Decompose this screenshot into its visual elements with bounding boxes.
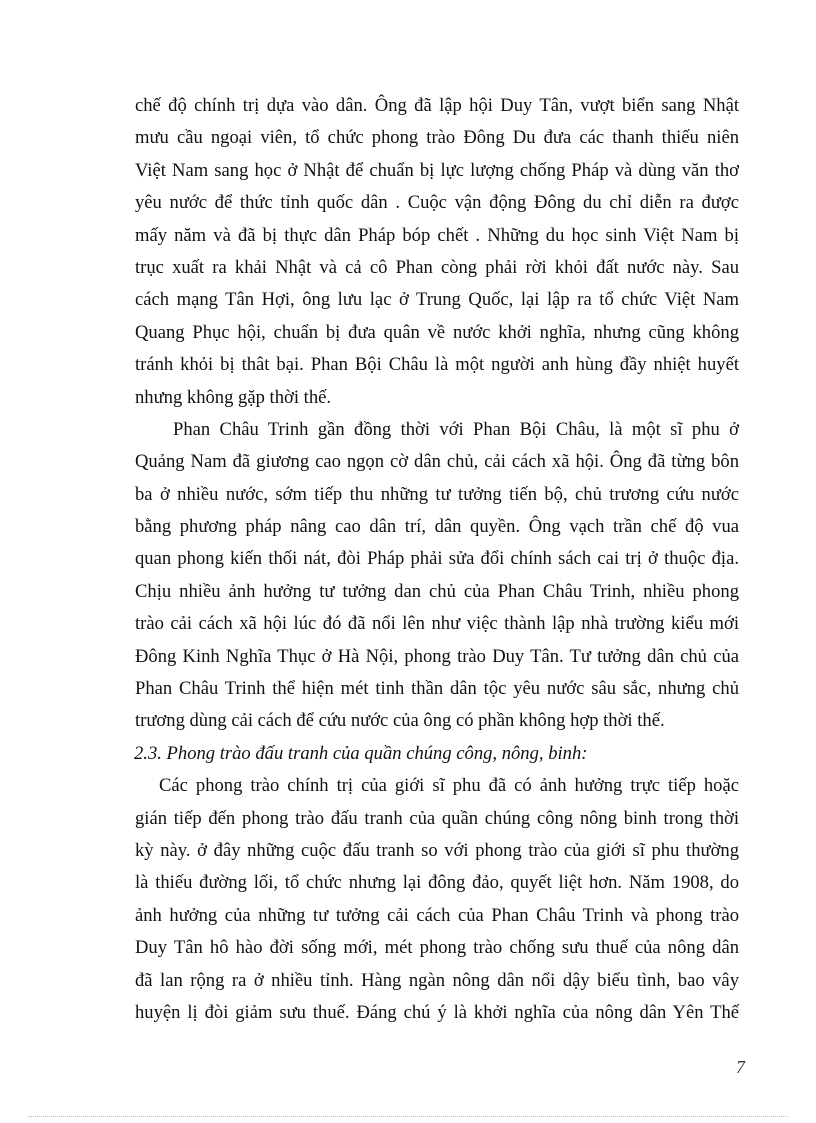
- text-line: Chịu nhiều ảnh hưởng tư tưởng dan chủ của Phan Châu Trinh, nhiều phong: [135, 580, 739, 602]
- text-line: huyện lị đòi giảm sưu thuế. Đáng chú ý là khởi nghĩa của nông dân Yên Thế: [135, 1001, 739, 1023]
- paragraph-2-first-line: Phan Châu Trinh gần đồng thời với Phan Bội Châu, là một sĩ phu ở: [173, 418, 739, 440]
- page-number: 7: [736, 1057, 745, 1077]
- text-line: trào cải cách xã hội lúc đó đã nổi lên như việc thành lập nhà trường kiểu mới: [135, 613, 739, 635]
- text-line: ảnh hưởng của những tư tưởng cải cách của Phan Châu Trinh và phong trào: [135, 904, 739, 926]
- text-line: trương dùng cải cách để cứu nước của ông có phần không hợp thời thế.: [135, 710, 665, 732]
- text-line: Đông Kinh Nghĩa Thục ở Hà Nội, phong trào Duy Tân. Tư tưởng dân chủ của: [135, 645, 739, 667]
- text-line: mấy năm và đã bị thực dân Pháp bóp chết . Những du học sinh Việt Nam bị: [135, 224, 739, 246]
- text-line: trục xuất ra khải Nhật và cả cô Phan còng phải rời khỏi đất nước này. Sau: [135, 256, 739, 278]
- section-heading: 2.3. Phong trào đấu tranh của quần chúng công, nông, binh:: [134, 742, 588, 764]
- text-line: yêu nước để thức tỉnh quốc dân . Cuộc vận động Đông du chỉ diễn ra được: [135, 192, 739, 214]
- text-line: kỳ này. ở đây những cuộc đấu tranh so với phong trào của giới sĩ phu thường: [135, 839, 739, 861]
- text-line: đã lan rộng ra ở nhiều tỉnh. Hàng ngàn nông dân nổi dậy biểu tình, bao vây: [135, 969, 739, 991]
- text-line: cách mạng Tân Hợi, ông lưu lạc ở Trung Quốc, lại lập ra tổ chức Việt Nam: [135, 289, 739, 311]
- text-line: bằng phương pháp nâng cao dân trí, dân quyền. Ông vạch trần chế độ vua: [135, 516, 739, 538]
- text-line: Quảng Nam đã giương cao ngọn cờ dân chủ, cải cách xã hội. Ông đã từng bôn: [135, 451, 739, 473]
- text-line: ba ở nhiều nước, sớm tiếp thu những tư tưởng tiến bộ, chủ trương cứu nước: [135, 483, 739, 505]
- text-line: Duy Tân hô hào đời sống mới, mét phong trào chống sưu thuế của nông dân: [135, 937, 739, 959]
- text-line: chế độ chính trị dựa vào dân. Ông đã lập hội Duy Tân, vượt biển sang Nhật: [135, 95, 739, 116]
- text-line: gián tiếp đến phong trào đấu tranh của quần chúng công nông binh trong thời: [135, 807, 739, 829]
- text-line: tránh khỏi bị thât bại. Phan Bội Châu là một người anh hùng đầy nhiệt huyết: [135, 354, 739, 376]
- text-line: quan phong kiến thối nát, đòi Pháp phải sửa đổi chính sách cai trị ở thuộc địa.: [135, 548, 739, 570]
- paragraph-1: [135, 90, 739, 1029]
- text-line: là thiếu đường lối, tổ chức nhưng lại đông đảo, quyết liệt hơn. Năm 1908, do: [135, 872, 739, 894]
- text-line: Việt Nam sang học ở Nhật để chuẩn bị lực lượng chống Pháp và dùng văn thơ: [135, 159, 739, 181]
- text-line: nhưng không gặp thời thế.: [135, 386, 332, 408]
- paragraph-3-first-line: Các phong trào chính trị của giới sĩ phu đã có ảnh hưởng trực tiếp hoặc: [159, 775, 739, 797]
- footer-divider: [28, 1116, 788, 1117]
- text-line: Phan Châu Trinh thể hiện mét tinh thần dân tộc yêu nước sâu sắc, nhưng chủ: [135, 678, 739, 700]
- text-line: Quang Phục hội, chuẩn bị đưa quân về nước khởi nghĩa, nhưng cũng không: [135, 321, 739, 343]
- text-line: mưu cầu ngoại viên, tổ chức phong trào Đông Du đưa các thanh thiếu niên: [135, 127, 739, 149]
